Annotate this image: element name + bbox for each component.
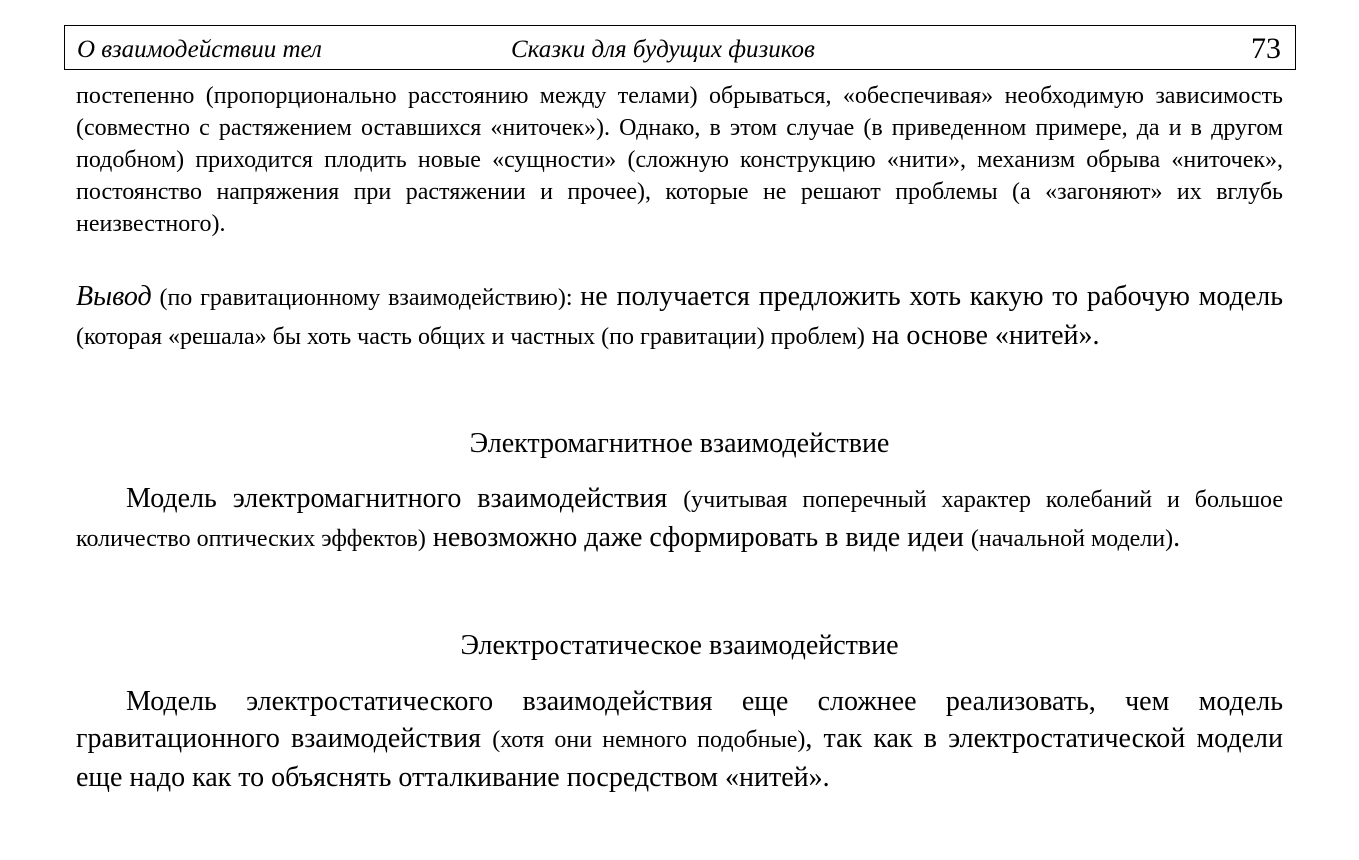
conclusion-end: на основе «нитей». bbox=[864, 320, 1100, 351]
conclusion-aside-1: (по гравитационному взаимодействию): bbox=[151, 285, 581, 311]
electrostatic-paragraph bbox=[76, 683, 1283, 796]
es-aside: (хотя они немного подобные) bbox=[492, 727, 806, 753]
em-aside-1: (учитывая поперечный характер колебаний и большое количество оптических эффектов) bbox=[76, 487, 1283, 552]
heading-electromagnetic: Электромагнитное взаимодействие bbox=[469, 428, 890, 459]
em-text-1: Модель электромагнитного взаимодействия bbox=[126, 483, 684, 514]
conclusion-aside-2: (которая «решала» бы хоть часть общих и частных (по гравитации) проблем) bbox=[76, 324, 865, 350]
page-number: 73 bbox=[1251, 32, 1281, 65]
paragraph-continuation: постепенно (пропорционально расстоянию между телами) обрываться, «обеспечивая» необходимую зависимость (совместно с растяжением оставшихся «ниточек»). Однако, в этом случае (в приведенном примере, да и в другом подобном) приходится плодить новые «сущности» (сложную конструкцию «нити», механизм обрыва «ниточек», постоянство напряжения при растяжении и прочее), которые не решают проблемы (а «загоняют» их вглубь неизвестного). bbox=[76, 83, 1283, 237]
es-text-2: , так как в электростатической модели еще надо как то объяснять отталкивание посредством «нитей». bbox=[76, 723, 1283, 793]
es-text-1: Модель электростатического взаимодействия еще сложнее реализовать, чем модель гравитационного взаимодействия bbox=[76, 686, 1283, 754]
electromagnetic-paragraph bbox=[76, 480, 1283, 558]
header-section-title: О взаимодействии тел bbox=[77, 36, 322, 63]
header-book-title: Сказки для будущих физиков bbox=[511, 36, 815, 63]
running-header bbox=[64, 25, 1296, 70]
conclusion-main: не получается предложить хоть какую то рабочую модель bbox=[580, 281, 1284, 312]
em-text-3: . bbox=[1173, 522, 1181, 553]
conclusion-lead: Вывод bbox=[76, 281, 152, 312]
em-text-2: невозможно даже сформировать в виде идеи bbox=[425, 522, 971, 553]
conclusion-paragraph bbox=[76, 278, 1283, 356]
em-aside-2: (начальной модели) bbox=[970, 526, 1174, 552]
heading-electrostatic: Электростатическое взаимодействие bbox=[460, 630, 899, 661]
